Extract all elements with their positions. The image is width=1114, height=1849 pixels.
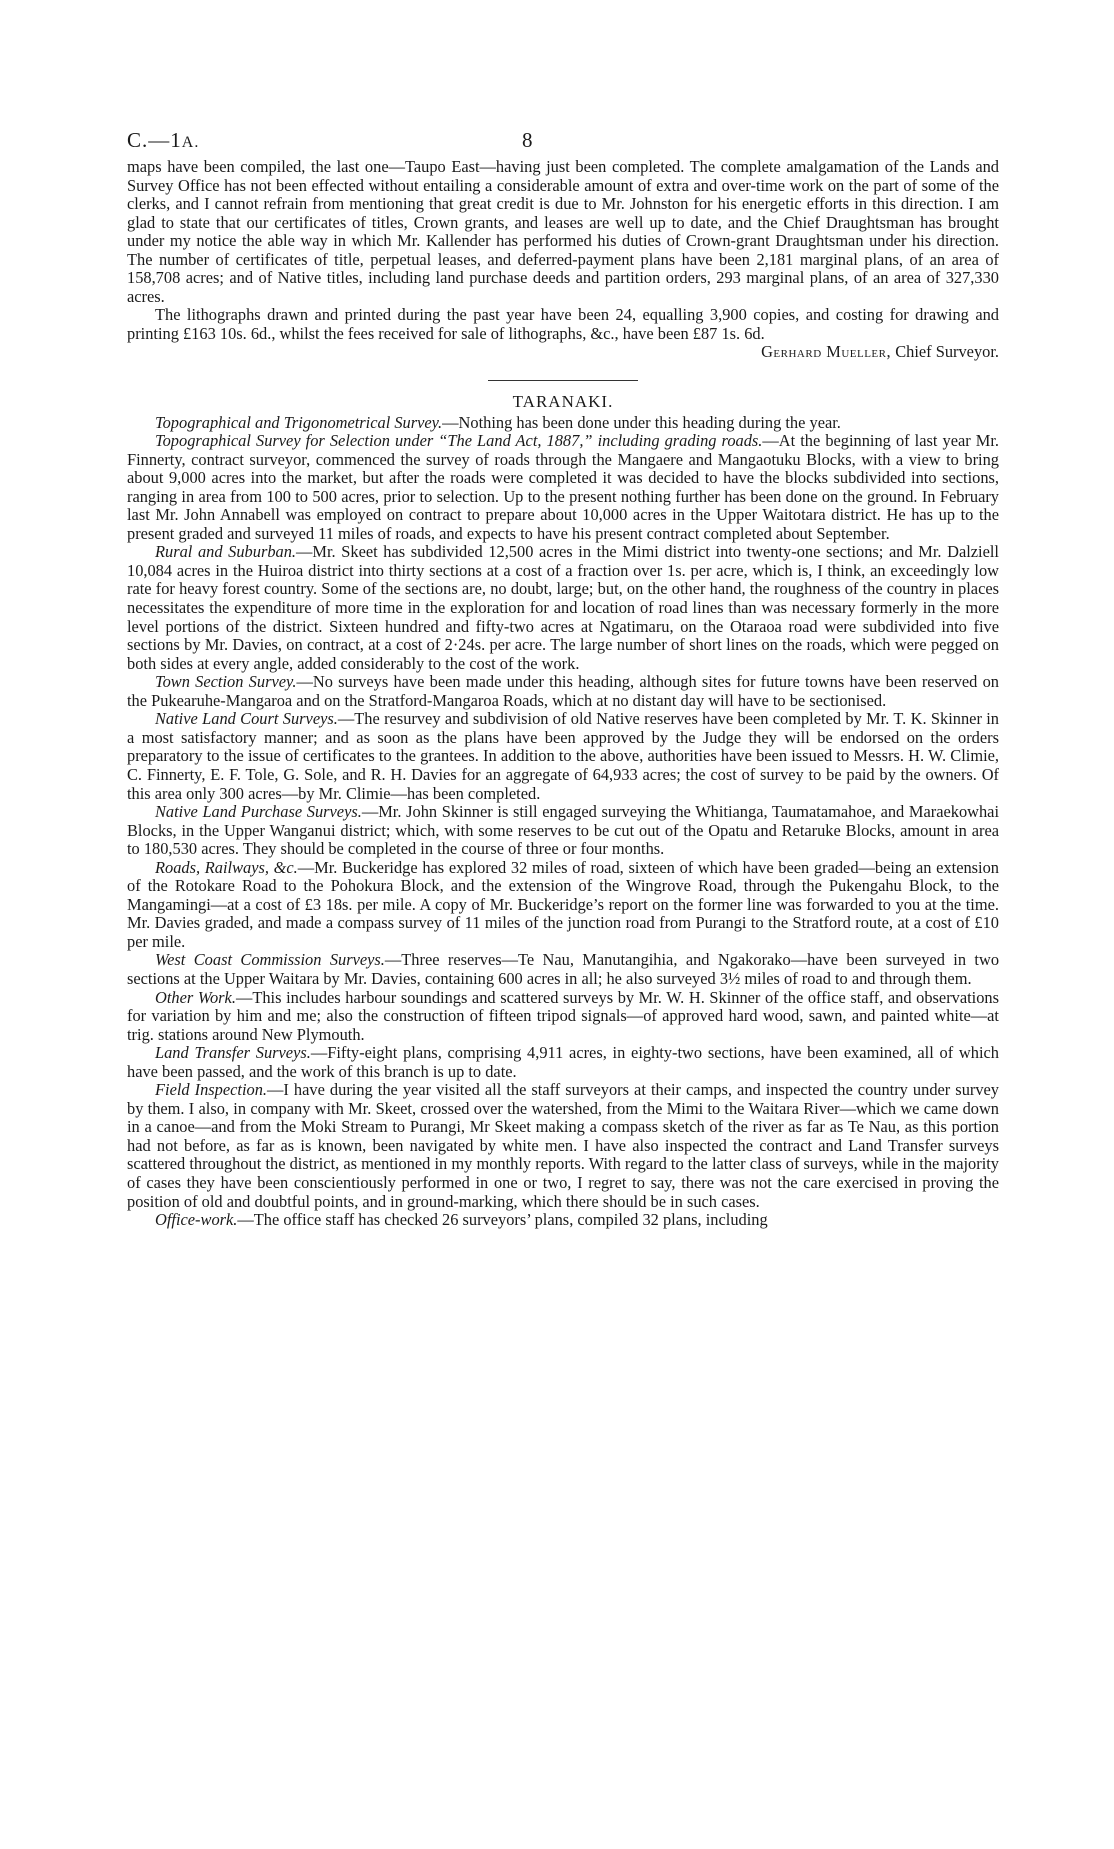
paragraph-text: —This includes harbour soundings and scattered surveys by Mr. W. H. Skinner of the office staff, and observations for variation by him and me; also the construction of fifteen tripod signals—of approved hard wood, sawn, and painted white—at trig. stations around New Plymouth. xyxy=(127,987,999,1044)
doc-ref-suffix: A. xyxy=(181,134,200,151)
paragraph-heading: Topographical Survey for Selection under “The Land Act, 1887,” including grading roads. xyxy=(155,431,763,451)
paragraph-heading: Field Inspection. xyxy=(155,1080,268,1100)
section-paragraph xyxy=(127,989,999,1045)
signature-title: Chief Surveyor. xyxy=(895,342,999,362)
section-paragraph xyxy=(127,1211,999,1230)
paragraph-heading: West Coast Commission Surveys. xyxy=(155,950,385,970)
section-paragraph xyxy=(127,859,999,952)
section-paragraph xyxy=(127,803,999,859)
section-divider xyxy=(488,380,638,381)
paragraph-text: —I have during the year visited all the staff surveyors at their camps, and inspected the country under survey by them. I also, in company with Mr. Skeet, crossed over the watershed, from the Mimi to the Waitara River—which we came down in a canoe—and from the Moki Stream to Purangi, Mr Skeet making a compass sketch of the river as far as Te Nau, as this portion had not before, as far as is known, been navigated by white men. I have also inspected the contract and Land Transfer surveys scattered throughout the district, as mentioned in my monthly reports. With regard to the latter class of surveys, while in the majority of cases they have been conscientiously performed in one or two, I regret to say, there was not the care exercised in proving the position of old and doubtful points, and in ground-marking, which there should be in such cases. xyxy=(127,1080,1000,1211)
section-paragraph xyxy=(127,414,999,433)
page-number: 8 xyxy=(522,128,533,152)
paragraph-text: —At the beginning of last year Mr. Finnerty, contract surveyor, commenced the survey of roads through the Mangaere and Mangaotuku Blocks, with a view to bring about 9,000 acres into the market, but after the roads were completed it was decided to have the blocks subdivided into sections, ranging in area from 100 to 500 acres, prior to selection. Up to the present nothing further has been done on the ground. In February last Mr. John Annabell was employed on contract to prepare about 10,000 acres in the Upper Waitotara district. He has up to the present graded and surveyed 11 miles of roads, and expects to have his present contract completed about September. xyxy=(127,431,999,543)
section-title: TARANAKI. xyxy=(512,392,614,412)
paragraph-heading: Town Section Survey. xyxy=(155,672,297,692)
paragraph-text: —Nothing has been done under this heading during the year. xyxy=(442,412,841,432)
section-paragraphs xyxy=(127,414,999,1230)
paragraph-heading: Office-work. xyxy=(155,1210,238,1230)
paragraph-heading: Land Transfer Surveys. xyxy=(155,1043,311,1063)
intro-paragraph-2-text: The lithographs drawn and printed during the past year have been 24, equalling 3,900 copies, and costing for drawing and printing £163 10s. 6d., whilst the fees received for sale of lithographs, &c., have been £87 1s. 6d. xyxy=(127,305,999,343)
paragraph-text: —Mr. John Skinner is still engaged surveying the Whitianga, Taumatamahoe, and Maraekowhai Blocks, in the Upper Wanganui district; which, with some reserves to be cut out of the Opatu and Retaruke Blocks, amount in area to 180,530 acres. They should be completed in the course of three or four months. xyxy=(127,802,999,859)
paragraph-heading: Topographical and Trigonometrical Survey. xyxy=(155,412,443,432)
page-body xyxy=(127,158,999,1230)
document-page xyxy=(127,118,999,1230)
section-paragraph xyxy=(127,951,999,988)
paragraph-heading: Rural and Suburban. xyxy=(155,542,297,562)
intro-paragraph-2 xyxy=(127,305,999,362)
section-paragraph xyxy=(127,543,999,673)
section-paragraph xyxy=(127,710,999,803)
paragraph-heading: Native Land Purchase Surveys. xyxy=(155,802,362,822)
paragraph-text: —Mr. Buckeridge has explored 32 miles of road, sixteen of which have been graded—being an extension of the Rotokare Road to the Pohokura Block, and the extension of the Wingrove Road, through the Pukengahu Block, to the Mangamingi—at a cost of £3 18s. per mile. A copy of Mr. Buckeridge’s report on the former line was forwarded to you at the time. Mr. Davies graded, and made a compass survey of 11 miles of the junction road from Purangi to the Stratford route, at a cost of £10 per mile. xyxy=(127,857,999,951)
page-header xyxy=(127,118,999,158)
paragraph-text: —Three reserves—Te Nau, Manutangihia, and Ngakorako—have been surveyed in two sections at the Upper Waitara by Mr. Davies, containing 600 acres in all; he also surveyed 3½ miles of road to and through them. xyxy=(127,950,1000,988)
document-reference xyxy=(127,128,199,153)
signature xyxy=(733,343,999,362)
doc-ref-main: C.—1 xyxy=(127,128,182,152)
paragraph-heading: Other Work. xyxy=(155,987,236,1007)
paragraph-text: —Mr. Skeet has subdivided 12,500 acres in the Mimi district into twenty-one sections; and Mr. Dalziell 10,084 acres in the Huiroa district into thirty sections at a cost of a fraction over 1s. per acre, which is, I think, an exceedingly low rate for heavy forest country. Some of the sections are, no doubt, large; but, on the other hand, the roughness of the country in places necessitates the expenditure of more time in the exploration for and location of road lines than was necessary formerly in the more level portions of the district. Sixteen hundred and fifty-two acres at Ngatimaru, on the Otaraoa road were subdivided into five sections by Mr. Davies, on contract, at a cost of 2·24s. per acre. The large number of short lines on the roads, which were pegged on both sides at every angle, added considerably to the cost of the work. xyxy=(127,542,999,673)
intro-paragraph-1: maps have been compiled, the last one—Taupo East—having just been completed. The complete amalgamation of the Lands and Survey Office has not been effected without entailing a considerable amount of extra and over-time work on the part of some of the clerks, and I cannot refrain from mentioning that great credit is due to Mr. Johnston for his energetic efforts in this direction. I am glad to state that our certificates of titles, Crown grants, and leases are well up to date, and the Chief Draughtsman has brought under my notice the able way in which Mr. Kallender has performed his duties of Crown-grant Draughtsman under his direction. The number of certificates of title, perpetual leases, and deferred-payment plans have been 2,181 marginal plans, of an area of 158,708 acres; and of Native titles, including land purchase deeds and partition orders, 293 marginal plans, of an area of 327,330 acres. xyxy=(127,157,999,306)
paragraph-text: —The resurvey and subdivision of old Native reserves have been completed by Mr. T. K. Skinner in a most satisfactory manner; and as soon as the plans have been approved by the Judge they will be endorsed on the orders preparatory to the issue of certificates to the grantees. In addition to the above, authorities have been issued to Messrs. H. W. Climie, C. Finnerty, E. F. Tole, G. Sole, and R. H. Davies for an aggregate of 64,933 acres; the cost of survey to be paid by the owners. Of this area only 300 acres—by Mr. Climie—has been completed. xyxy=(127,709,999,803)
section-paragraph xyxy=(127,1081,999,1211)
section-paragraph xyxy=(127,432,999,543)
section-paragraph xyxy=(127,673,999,710)
paragraph-heading: Roads, Railways, &c. xyxy=(155,857,298,877)
paragraph-text: —Fifty-eight plans, comprising 4,911 acres, in eighty-two sections, have been examined, all of which have been passed, and the work of this branch is up to date. xyxy=(127,1043,999,1081)
paragraph-heading: Native Land Court Surveys. xyxy=(155,709,338,729)
paragraph-text: —The office staff has checked 26 surveyors’ plans, compiled 32 plans, including xyxy=(237,1210,768,1230)
paragraph-text: —No surveys have been made under this heading, although sites for future towns have been reserved on the Pukearuhe-Mangaroa and on the Stratford-Mangaroa Roads, which at no distant day will have to be sectionised. xyxy=(127,672,999,710)
signature-name: Gerhard Mueller, xyxy=(761,342,892,362)
section-paragraph xyxy=(127,1044,999,1081)
